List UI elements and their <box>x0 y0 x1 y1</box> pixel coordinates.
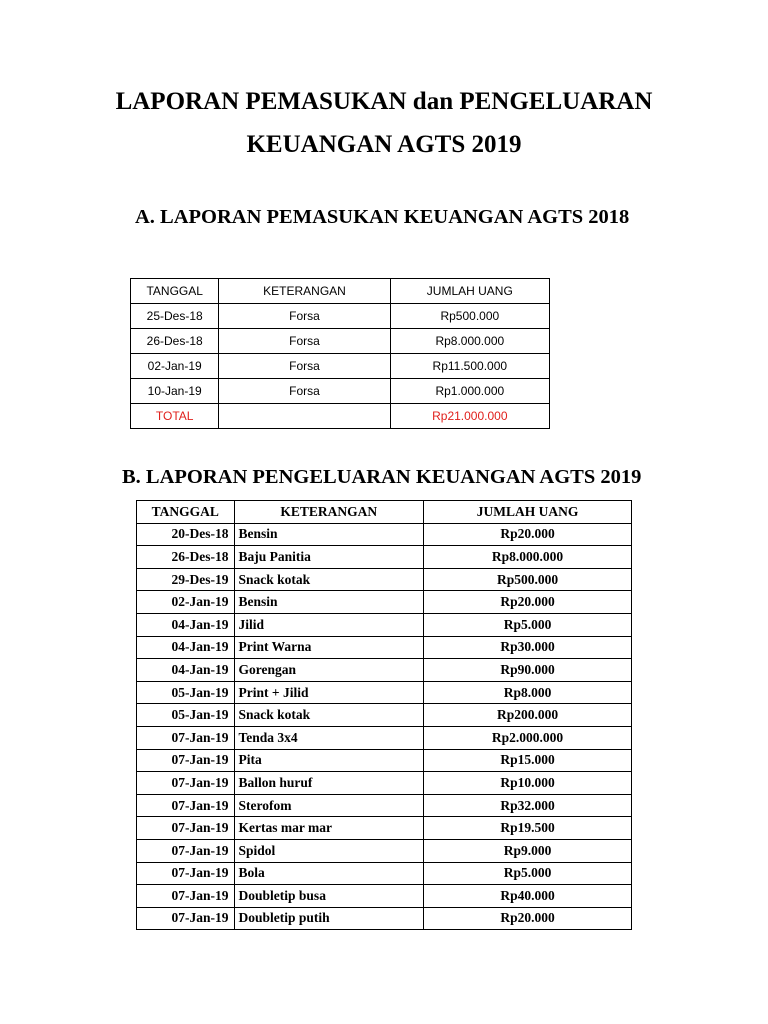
income-row <box>131 329 550 354</box>
amount-cell: Rp30.000 <box>424 636 632 659</box>
amount-cell: Rp20.000 <box>424 591 632 614</box>
description-cell: Forsa <box>219 379 390 404</box>
section-a-heading: A. LAPORAN PEMASUKAN KEUANGAN AGTS 2018 <box>135 206 630 228</box>
income-row <box>131 379 550 404</box>
expense-row <box>137 839 632 862</box>
description-cell: Snack kotak <box>234 704 424 727</box>
description-cell: Jilid <box>234 613 424 636</box>
report-title-line-1: LAPORAN PEMASUKAN dan PENGELUARAN <box>115 88 653 115</box>
income-row <box>131 304 550 329</box>
amount-cell: Rp90.000 <box>424 659 632 682</box>
total-note <box>219 404 390 429</box>
column-header-description: KETERANGAN <box>234 501 424 524</box>
date-cell: 07-Jan-19 <box>137 839 235 862</box>
expense-row <box>137 726 632 749</box>
expense-row <box>137 523 632 546</box>
expense-row <box>137 907 632 930</box>
amount-cell: Rp20.000 <box>424 523 632 546</box>
date-cell: 07-Jan-19 <box>137 772 235 795</box>
amount-cell: Rp500.000 <box>390 304 549 329</box>
date-cell: 26-Des-18 <box>131 329 219 354</box>
description-cell: Bensin <box>234 591 424 614</box>
expense-row <box>137 794 632 817</box>
amount-cell: Rp200.000 <box>424 704 632 727</box>
expense-row <box>137 681 632 704</box>
date-cell: 05-Jan-19 <box>137 704 235 727</box>
income-table <box>130 278 550 429</box>
date-cell: 07-Jan-19 <box>137 885 235 908</box>
date-cell: 07-Jan-19 <box>137 794 235 817</box>
description-cell: Doubletip putih <box>234 907 424 930</box>
date-cell: 07-Jan-19 <box>137 817 235 840</box>
expense-row <box>137 546 632 569</box>
income-row <box>131 354 550 379</box>
income-total-row <box>131 404 550 429</box>
description-cell: Forsa <box>219 304 390 329</box>
income-table-header <box>131 279 550 304</box>
description-cell: Kertas mar mar <box>234 817 424 840</box>
expense-row <box>137 749 632 772</box>
description-cell: Bola <box>234 862 424 885</box>
expense-row <box>137 862 632 885</box>
description-cell: Print + Jilid <box>234 681 424 704</box>
date-cell: 29-Des-19 <box>137 568 235 591</box>
date-cell: 07-Jan-19 <box>137 862 235 885</box>
date-cell: 04-Jan-19 <box>137 636 235 659</box>
description-cell: Baju Panitia <box>234 546 424 569</box>
amount-cell: Rp5.000 <box>424 613 632 636</box>
expense-table <box>136 500 632 930</box>
description-cell: Ballon huruf <box>234 772 424 795</box>
amount-cell: Rp8.000.000 <box>390 329 549 354</box>
date-cell: 07-Jan-19 <box>137 726 235 749</box>
expense-row <box>137 817 632 840</box>
description-cell: Snack kotak <box>234 568 424 591</box>
description-cell: Tenda 3x4 <box>234 726 424 749</box>
date-cell: 25-Des-18 <box>131 304 219 329</box>
amount-cell: Rp500.000 <box>424 568 632 591</box>
date-cell: 02-Jan-19 <box>137 591 235 614</box>
description-cell: Pita <box>234 749 424 772</box>
expense-row <box>137 591 632 614</box>
description-cell: Bensin <box>234 523 424 546</box>
date-cell: 05-Jan-19 <box>137 681 235 704</box>
amount-cell: Rp10.000 <box>424 772 632 795</box>
date-cell: 20-Des-18 <box>137 523 235 546</box>
total-amount: Rp21.000.000 <box>390 404 549 429</box>
amount-cell: Rp15.000 <box>424 749 632 772</box>
amount-cell: Rp8.000.000 <box>424 546 632 569</box>
description-cell: Spidol <box>234 839 424 862</box>
date-cell: 02-Jan-19 <box>131 354 219 379</box>
expense-row <box>137 659 632 682</box>
date-cell: 04-Jan-19 <box>137 613 235 636</box>
date-cell: 26-Des-18 <box>137 546 235 569</box>
date-cell: 10-Jan-19 <box>131 379 219 404</box>
date-cell: 07-Jan-19 <box>137 749 235 772</box>
description-cell: Gorengan <box>234 659 424 682</box>
amount-cell: Rp32.000 <box>424 794 632 817</box>
description-cell: Print Warna <box>234 636 424 659</box>
amount-cell: Rp9.000 <box>424 839 632 862</box>
description-cell: Forsa <box>219 354 390 379</box>
expense-row <box>137 568 632 591</box>
column-header-description: KETERANGAN <box>219 279 390 304</box>
description-cell: Doubletip busa <box>234 885 424 908</box>
report-title-line-2: KEUANGAN AGTS 2019 <box>246 131 522 158</box>
amount-cell: Rp1.000.000 <box>390 379 549 404</box>
description-cell: Forsa <box>219 329 390 354</box>
date-cell: 04-Jan-19 <box>137 659 235 682</box>
expense-row <box>137 704 632 727</box>
description-cell: Sterofom <box>234 794 424 817</box>
column-header-date: TANGGAL <box>131 279 219 304</box>
section-b-heading: B. LAPORAN PENGELUARAN KEUANGAN AGTS 2019 <box>122 466 642 488</box>
amount-cell: Rp5.000 <box>424 862 632 885</box>
total-label: TOTAL <box>131 404 219 429</box>
expense-row <box>137 636 632 659</box>
expense-row <box>137 885 632 908</box>
amount-cell: Rp40.000 <box>424 885 632 908</box>
amount-cell: Rp8.000 <box>424 681 632 704</box>
amount-cell: Rp20.000 <box>424 907 632 930</box>
column-header-amount: JUMLAH UANG <box>424 501 632 524</box>
expense-row <box>137 772 632 795</box>
expense-table-header <box>137 501 632 524</box>
amount-cell: Rp19.500 <box>424 817 632 840</box>
amount-cell: Rp11.500.000 <box>390 354 549 379</box>
column-header-date: TANGGAL <box>137 501 235 524</box>
date-cell: 07-Jan-19 <box>137 907 235 930</box>
column-header-amount: JUMLAH UANG <box>390 279 549 304</box>
amount-cell: Rp2.000.000 <box>424 726 632 749</box>
expense-row <box>137 613 632 636</box>
